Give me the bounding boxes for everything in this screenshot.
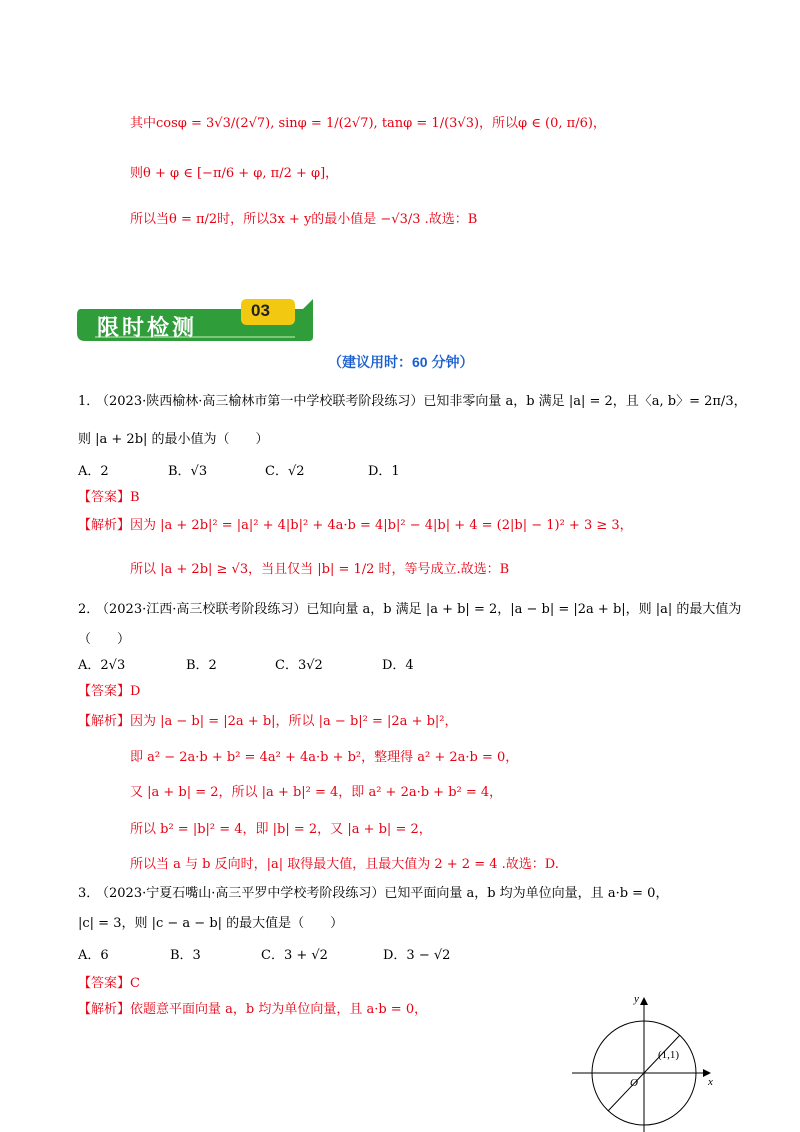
section-number: 03 bbox=[251, 301, 270, 320]
prev-solution-line-2: 则θ + φ ∈ [−π/6 + φ, π/2 + φ]， bbox=[130, 166, 339, 181]
q1-analysis-line-2: 所以 |a + 2b| ≥ √3，当且仅当 |b| = 1/2 时，等号成立.故选：B bbox=[130, 562, 510, 577]
q3-option-c[interactable]: C．3 + √2 bbox=[261, 948, 328, 963]
q1-option-d[interactable]: D．1 bbox=[368, 464, 400, 479]
q3-answer-label: 【答案】 bbox=[78, 976, 131, 991]
q1-answer-label: 【答案】 bbox=[78, 490, 131, 505]
q1-option-b[interactable]: B．√3 bbox=[168, 464, 208, 479]
q1-answer-value: B bbox=[130, 490, 140, 505]
q3-option-b[interactable]: B．3 bbox=[170, 948, 201, 963]
x-label: x bbox=[708, 1076, 713, 1088]
y-label: y bbox=[634, 993, 639, 1005]
q2-analysis-line-5: 所以当 a 与 b 反向时，|a| 取得最大值，且最大值为 2 + 2 = 4 .故选：D. bbox=[130, 857, 559, 872]
q2-option-b[interactable]: B．2 bbox=[186, 658, 217, 673]
q2-analysis-line-3: 又 |a + b| = 2，所以 |a + b|² = 4，即 a² + 2a·b + b² = 4， bbox=[130, 785, 503, 800]
origin-label: O bbox=[630, 1077, 638, 1089]
section-title: 限时检测 bbox=[97, 315, 198, 340]
q2-answer-label: 【答案】 bbox=[78, 684, 131, 699]
q2-analysis-label: 【解析】 bbox=[78, 714, 131, 729]
point-label: (1,1) bbox=[658, 1049, 680, 1061]
q1-option-a[interactable]: A．2 bbox=[78, 464, 109, 479]
q3-number: 3． bbox=[78, 886, 100, 901]
prev-solution-line-1: 其中cosφ = 3√3/(2√7), sinφ = 1/(2√7), tanφ = 1/(3√3)，所以φ ∈ (0, π/6)， bbox=[130, 116, 606, 131]
q2-option-d[interactable]: D．4 bbox=[382, 658, 414, 673]
q3-option-a[interactable]: A．6 bbox=[78, 948, 109, 963]
q1-analysis-label: 【解析】 bbox=[78, 518, 131, 533]
circle-figure bbox=[570, 990, 730, 1132]
q3-stem-line-2: |c| = 3，则 |c − a − b| 的最大值是（ ） bbox=[78, 916, 344, 931]
q1-answer bbox=[78, 486, 140, 505]
q2-stem-line-1: （2023·江西·高三校联考阶段练习）已知向量 a，b 满足 |a + b| = 2，|a − b| = |2a + b|，则 |a| 的最大值为 bbox=[96, 602, 742, 617]
q3-analysis-label: 【解析】 bbox=[78, 1002, 131, 1017]
q3-stem-line-1: （2023·宁夏石嘴山·高三平罗中学校考阶段练习）已知平面向量 a，b 均为单位向量，且 a·b = 0， bbox=[96, 886, 669, 901]
q2-option-c[interactable]: C．3√2 bbox=[275, 658, 323, 673]
q2-answer-value: D bbox=[130, 684, 141, 699]
q2-stem-line-2: （ ） bbox=[78, 632, 131, 647]
q2-answer bbox=[78, 680, 140, 699]
q1-stem-line-1: （2023·陕西榆林·高三榆林市第一中学校联考阶段练习）已知非零向量 a，b 满足 |a| = 2，且〈a, b〉= 2π/3， bbox=[96, 394, 747, 409]
q1-option-c[interactable]: C．√2 bbox=[265, 464, 305, 479]
q2-number: 2． bbox=[78, 602, 100, 617]
q3-answer-value: C bbox=[130, 976, 140, 991]
q2-analysis-line-4: 所以 b² = |b|² = 4，即 |b| = 2，又 |a + b| = 2， bbox=[130, 822, 432, 837]
q2-option-a[interactable]: A．2√3 bbox=[78, 658, 126, 673]
q3-analysis-line-1: 依题意平面向量 a，b 均为单位向量，且 a·b = 0， bbox=[130, 1002, 428, 1017]
prev-solution-line-3: 所以当θ = π/2时，所以3x + y的最小值是 −√3/3 .故选：B bbox=[130, 212, 478, 227]
suggested-time: （建议用时：60 分钟） bbox=[328, 354, 474, 370]
q2-analysis-line-1: 因为 |a − b| = |2a + b|，所以 |a − b|² = |2a + b|²， bbox=[130, 714, 458, 729]
q1-stem-line-2: 则 |a + 2b| 的最小值为（ ） bbox=[78, 432, 269, 447]
q3-option-d[interactable]: D．3 − √2 bbox=[383, 948, 451, 963]
q3-answer bbox=[78, 972, 140, 991]
q2-analysis-line-2: 即 a² − 2a·b + b² = 4a² + 4a·b + b²，整理得 a² + 2a·b = 0， bbox=[130, 750, 519, 765]
q1-number: 1． bbox=[78, 394, 100, 409]
q1-analysis-line-1: 因为 |a + 2b|² = |a|² + 4|b|² + 4a·b = 4|b|² − 4|b| + 4 = (2|b| − 1)² + 3 ≥ 3， bbox=[130, 518, 633, 533]
section-banner bbox=[75, 297, 315, 343]
